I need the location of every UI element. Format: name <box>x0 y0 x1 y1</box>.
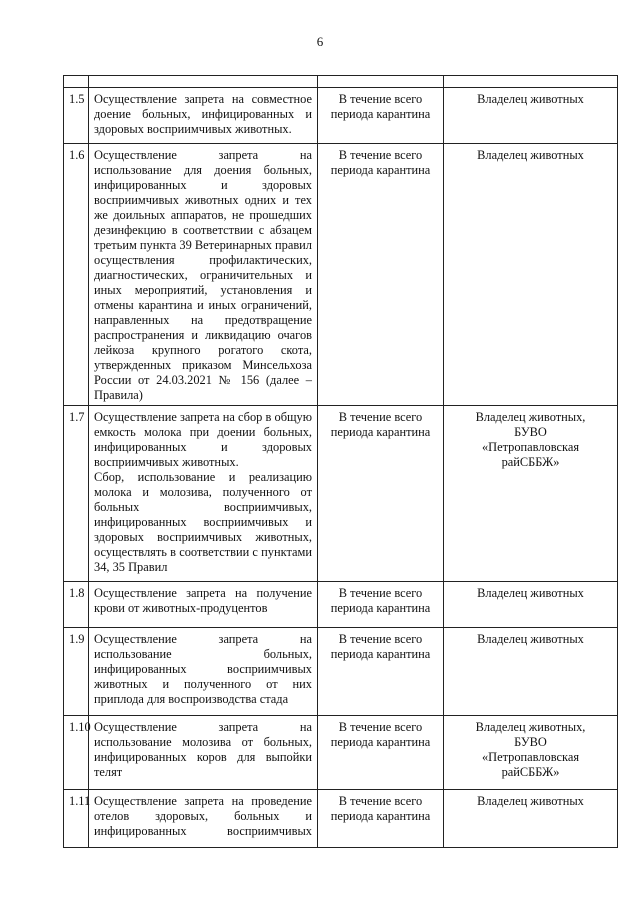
measure-text-line: распространения и ликвидацию очагов <box>94 328 312 342</box>
measure-text-line: осуществлять в соответствии с пунктами <box>94 545 312 559</box>
item-number: 1.9 <box>64 628 89 716</box>
responsible-text-line: райСББЖ» <box>501 455 560 469</box>
table-row <box>64 790 618 848</box>
measure-text-line: отмены карантина и иных ограничений, <box>94 298 312 312</box>
term-text-line: В течение всего <box>338 632 423 646</box>
measure-term <box>318 716 444 790</box>
measure-text-line: инфицированных и здоровых <box>94 178 312 192</box>
responsible-text-line: Владелец животных <box>477 148 584 162</box>
table-row <box>64 716 618 790</box>
item-number: 1.10 <box>64 716 89 790</box>
measure-text-line: России от 24.03.2021 № 156 (далее – <box>94 373 312 387</box>
measure-description <box>89 144 318 406</box>
page-number: 6 <box>316 34 324 49</box>
measure-text-line: инфицированных и здоровых <box>94 440 312 454</box>
responsible-text-line: Владелец животных <box>477 92 584 106</box>
measure-text-line: восприимчивых животных одних и тех <box>94 193 312 207</box>
term-text-line: В течение всего <box>338 586 423 600</box>
responsible-text-line: Владелец животных <box>477 794 584 808</box>
table-row <box>64 582 618 628</box>
measure-text-line: дезинфекцию в соответствии с абзацем <box>94 223 312 237</box>
measure-text-line: использование больных, <box>94 647 312 661</box>
measure-text-line: лейкоза крупного рогатого скота, <box>94 343 312 357</box>
measure-term <box>318 628 444 716</box>
term-text-line: В течение всего <box>338 410 423 424</box>
term-text-line: периода карантина <box>330 425 431 439</box>
responsible-text-line: Владелец животных <box>477 586 584 600</box>
term-text-line: периода карантина <box>330 647 431 661</box>
measure-text-line: отелов здоровых, больных и <box>94 809 312 823</box>
measure-term <box>318 88 444 144</box>
measures-table <box>63 75 618 848</box>
term-text-line: В течение всего <box>338 794 423 808</box>
responsible-text-line: Владелец животных, <box>475 720 586 734</box>
measure-text-line: инфицированных восприимчивых <box>94 824 312 838</box>
measure-text-line: же доильных аппаратов, не прошедших <box>94 208 312 222</box>
term-text-line: В течение всего <box>338 720 423 734</box>
measure-text-line: Осуществление запрета на <box>94 148 312 162</box>
table-row <box>64 88 618 144</box>
responsible-party <box>444 790 618 848</box>
measure-text-line: здоровых восприимчивых животных, <box>94 530 312 544</box>
measure-text-line: восприимчивых животных. <box>94 455 239 469</box>
measure-description <box>89 88 318 144</box>
measure-text-line: Осуществление запрета на <box>94 720 312 734</box>
measure-text-line: здоровых восприимчивых животных. <box>94 122 292 136</box>
measure-text-line: Осуществление запрета на <box>94 632 312 646</box>
measure-description <box>89 790 318 848</box>
item-number: 1.5 <box>64 88 89 144</box>
measure-description <box>89 716 318 790</box>
measure-text-line: осуществления профилактических, <box>94 253 312 267</box>
measure-text-line: больных восприимчивых, <box>94 500 312 514</box>
table-header-row <box>64 76 618 88</box>
responsible-text-line: райСББЖ» <box>501 765 560 779</box>
measure-text-line: крови от животных-продуцентов <box>94 601 268 615</box>
table-row <box>64 406 618 582</box>
measure-text-line: емкость молока при доении больных, <box>94 425 312 439</box>
term-text-line: периода карантина <box>330 809 431 823</box>
responsible-party <box>444 716 618 790</box>
measure-text-line: Сбор, использование и реализацию <box>94 470 312 484</box>
table-row <box>64 628 618 716</box>
measure-term <box>318 790 444 848</box>
term-text-line: В течение всего <box>338 92 423 106</box>
term-text-line: периода карантина <box>330 107 431 121</box>
measure-text-line: иных мероприятий, установления и <box>94 283 312 297</box>
responsible-text-line: «Петропавловская <box>481 440 580 454</box>
measure-text-line: использование для доения больных, <box>94 163 312 177</box>
item-number: 1.8 <box>64 582 89 628</box>
measure-text-line: инфицированных коров для выпойки <box>94 750 312 764</box>
measure-text-line: доение больных, инфицированных и <box>94 107 312 121</box>
responsible-text-line: Владелец животных <box>477 632 584 646</box>
table-row <box>64 144 618 406</box>
term-text-line: периода карантина <box>330 601 431 615</box>
term-text-line: периода карантина <box>330 735 431 749</box>
measure-text-line: утвержденных приказом Минсельхоза <box>94 358 312 372</box>
header-cell <box>89 76 318 88</box>
responsible-party <box>444 582 618 628</box>
responsible-text-line: БУВО <box>514 735 547 749</box>
responsible-party <box>444 628 618 716</box>
item-number: 1.6 <box>64 144 89 406</box>
responsible-text-line: «Петропавловская <box>481 750 580 764</box>
measure-text-line: направленных на предотвращение <box>94 313 312 327</box>
measure-text-line: молока и молозива, полученного от <box>94 485 312 499</box>
measure-text-line: приплода для воспроизводства стада <box>94 692 289 706</box>
item-number: 1.7 <box>64 406 89 582</box>
measure-term <box>318 144 444 406</box>
measure-text-line: 34, 35 Правил <box>94 560 168 574</box>
header-cell <box>318 76 444 88</box>
measure-text-line: Осуществление запрета на получение <box>94 586 312 600</box>
responsible-party <box>444 144 618 406</box>
responsible-text-line: Владелец животных, <box>475 410 586 424</box>
measure-term <box>318 582 444 628</box>
responsible-party <box>444 88 618 144</box>
measure-text-line: инфицированных восприимчивых и <box>94 515 312 529</box>
header-cell <box>444 76 618 88</box>
measure-text-line: Осуществление запрета на совместное <box>94 92 312 106</box>
measure-text-line: использование молозива от больных, <box>94 735 312 749</box>
measure-text-line: Правила) <box>94 388 143 402</box>
measure-term <box>318 406 444 582</box>
measure-description <box>89 406 318 582</box>
measure-text-line: инфицированных восприимчивых <box>94 662 312 676</box>
measure-text-line: Осуществление запрета на сбор в общую <box>94 410 312 424</box>
measure-text-line: третьим пункта 39 Ветеринарных правил <box>94 238 312 252</box>
header-cell <box>64 76 89 88</box>
measure-text-line: Осуществление запрета на проведение <box>94 794 312 808</box>
responsible-party <box>444 406 618 582</box>
measure-description <box>89 582 318 628</box>
measure-text-line: животных и полученного от них <box>94 677 312 691</box>
responsible-text-line: БУВО <box>514 425 547 439</box>
measure-text-line: диагностических, ограничительных и <box>94 268 312 282</box>
measure-description <box>89 628 318 716</box>
term-text-line: периода карантина <box>330 163 431 177</box>
term-text-line: В течение всего <box>338 148 423 162</box>
measure-text-line: телят <box>94 765 123 779</box>
item-number: 1.11 <box>64 790 89 848</box>
